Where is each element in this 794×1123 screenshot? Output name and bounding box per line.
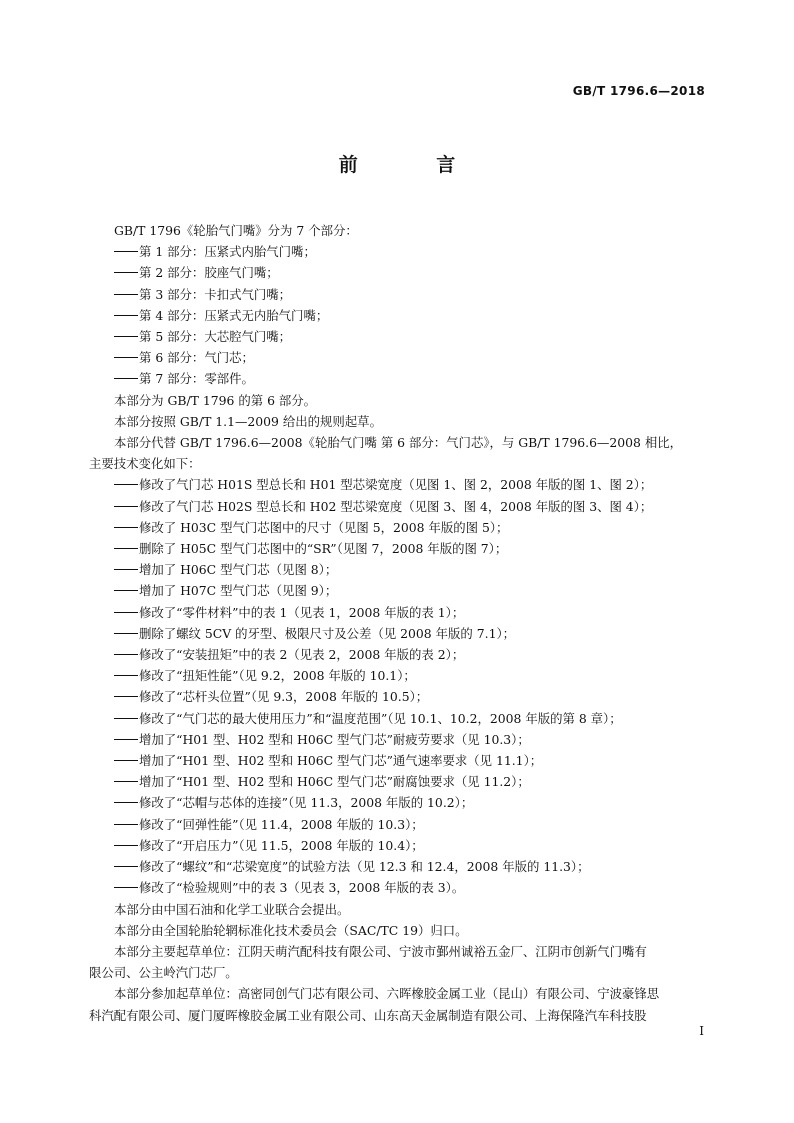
- list-item: 修改了“螺纹”和“芯梁宽度”的试验方法（见 12.3 和 12.4，2008 年版的 11.3）；: [89, 856, 705, 877]
- list-item: 增加了“H01 型、H02 型和 H06C 型气门芯”耐腐蚀要求（见 11.2）；: [89, 771, 705, 792]
- dash-mark: [114, 696, 138, 697]
- participating-drafters-line-cont: 科汽配有限公司、厦门厦晖橡胶金属工业有限公司、山东高天金属制造有限公司、上海保隆汽车科技股: [89, 1007, 647, 1023]
- list-item: 第 2 部分：胶座气门嘴；: [89, 262, 705, 283]
- foreword-body: [89, 220, 705, 1026]
- list-item: 增加了“H01 型、H02 型和 H06C 型气门芯”耐疲劳要求（见 10.3）；: [89, 729, 705, 750]
- list-item: 修改了“零件材料”中的表 1（见表 1，2008 年版的表 1）；: [89, 602, 705, 623]
- list-item: 修改了“芯杆头位置”（见 9.3，2008 年版的 10.5）；: [89, 686, 705, 707]
- dash-mark: [114, 251, 138, 252]
- list-item: 增加了“H01 型、H02 型和 H06C 型气门芯”通气速率要求（见 11.1）；: [89, 750, 705, 771]
- dash-mark: [114, 824, 138, 825]
- list-item: 修改了“回弹性能”（见 11.4，2008 年版的 10.3）；: [89, 814, 705, 835]
- dash-mark: [114, 484, 138, 485]
- list-item: 修改了气门芯 H02S 型总长和 H02 型芯梁宽度（见图 3、图 4，2008 年版的图 3、图 4）；: [89, 496, 705, 517]
- dash-mark: [114, 315, 138, 316]
- statement-line: 本部分按照 GB/T 1.1—2009 给出的规则起草。: [114, 413, 382, 429]
- list-item: 删除了螺纹 5CV 的牙型、极限尺寸及公差（见 2008 年版的 7.1）；: [89, 623, 705, 644]
- replace-statement-cont: 主要技术变化如下：: [89, 456, 201, 472]
- list-item: 修改了“扭矩性能”（见 9.2，2008 年版的 10.1）；: [89, 665, 705, 686]
- dash-mark: [114, 548, 138, 549]
- list-item: 第 3 部分：卡扣式气门嘴；: [89, 284, 705, 305]
- proposer-line: 本部分由中国石油和化学工业联合会提出。: [114, 901, 350, 917]
- list-item: 修改了 H03C 型气门芯图中的尺寸（见图 5，2008 年版的图 5）；: [89, 517, 705, 538]
- replace-statement: 本部分代替 GB/T 1796.6—2008《轮胎气门嘴 第 6 部分：气门芯》，与 GB/T 1796.6—2008 相比，: [114, 435, 683, 451]
- list-item: 修改了“气门芯的最大使用压力”和“温度范围”（见 10.1、10.2，2008 年版的第 8 章）；: [89, 708, 705, 729]
- parts-list: [89, 241, 705, 389]
- list-item: 修改了“安装扭矩”中的表 2（见表 2，2008 年版的表 2）；: [89, 644, 705, 665]
- page-title: 前 言: [338, 154, 492, 176]
- dash-mark: [114, 887, 138, 888]
- statement-line: 本部分为 GB/T 1796 的第 6 部分。: [114, 392, 317, 408]
- dash-mark: [114, 675, 138, 676]
- list-item: 增加了 H07C 型气门芯（见图 9）；: [89, 580, 705, 601]
- dash-mark: [114, 739, 138, 740]
- intro-line: GB/T 1796《轮胎气门嘴》分为 7 个部分：: [114, 223, 358, 238]
- list-item: 修改了“芯帽与芯体的连接”（见 11.3，2008 年版的 10.2）；: [89, 792, 705, 813]
- list-item: 修改了“开启压力”（见 11.5，2008 年版的 10.4）；: [89, 835, 705, 856]
- main-drafters-line: 本部分主要起草单位：江阴天萌汽配科技有限公司、宁波市鄞州诚裕五金厂、江阴市创新气门嘴有: [114, 943, 647, 959]
- list-item: 增加了 H06C 型气门芯（见图 8）；: [89, 559, 705, 580]
- dash-mark: [114, 590, 138, 591]
- dash-mark: [114, 654, 138, 655]
- page-number: I: [699, 1024, 704, 1038]
- dash-mark: [114, 527, 138, 528]
- dash-mark: [114, 718, 138, 719]
- dash-mark: [114, 845, 138, 846]
- dash-mark: [114, 781, 138, 782]
- list-item: 删除了 H05C 型气门芯图中的“SR”（见图 7，2008 年版的图 7）；: [89, 538, 705, 559]
- dash-mark: [114, 569, 138, 570]
- list-item: 第 6 部分：气门芯；: [89, 347, 705, 368]
- standard-code: GB/T 1796.6—2018: [572, 84, 705, 98]
- dash-mark: [114, 336, 138, 337]
- list-item: 第 7 部分：零部件。: [89, 368, 705, 389]
- main-drafters-line-cont: 限公司、公主岭汽门芯厂。: [89, 965, 238, 981]
- closing-paragraphs: [89, 899, 705, 1026]
- committee-line: 本部分由全国轮胎轮辋标准化技术委员会（SAC/TC 19）归口。: [114, 922, 468, 938]
- dash-mark: [114, 612, 138, 613]
- list-item: 第 4 部分：压紧式无内胎气门嘴；: [89, 305, 705, 326]
- list-item: 修改了“检验规则”中的表 3（见表 3，2008 年版的表 3）。: [89, 877, 705, 898]
- list-item: 修改了气门芯 H01S 型总长和 H01 型芯梁宽度（见图 1、图 2，2008 年版的图 1、图 2）；: [89, 474, 705, 495]
- dash-mark: [114, 633, 138, 634]
- dash-mark: [114, 866, 138, 867]
- dash-mark: [114, 357, 138, 358]
- dash-mark: [114, 760, 138, 761]
- participating-drafters-line: 本部分参加起草单位：高密同创气门芯有限公司、六晖橡胶金属工业（昆山）有限公司、宁波豪锋思: [114, 986, 660, 1002]
- list-item: 第 1 部分：压紧式内胎气门嘴；: [89, 241, 705, 262]
- dash-mark: [114, 378, 138, 379]
- dash-mark: [114, 506, 138, 507]
- list-item: 第 5 部分：大芯腔气门嘴；: [89, 326, 705, 347]
- changes-list: [89, 474, 705, 898]
- dash-mark: [114, 272, 138, 273]
- dash-mark: [114, 294, 138, 295]
- dash-mark: [114, 802, 138, 803]
